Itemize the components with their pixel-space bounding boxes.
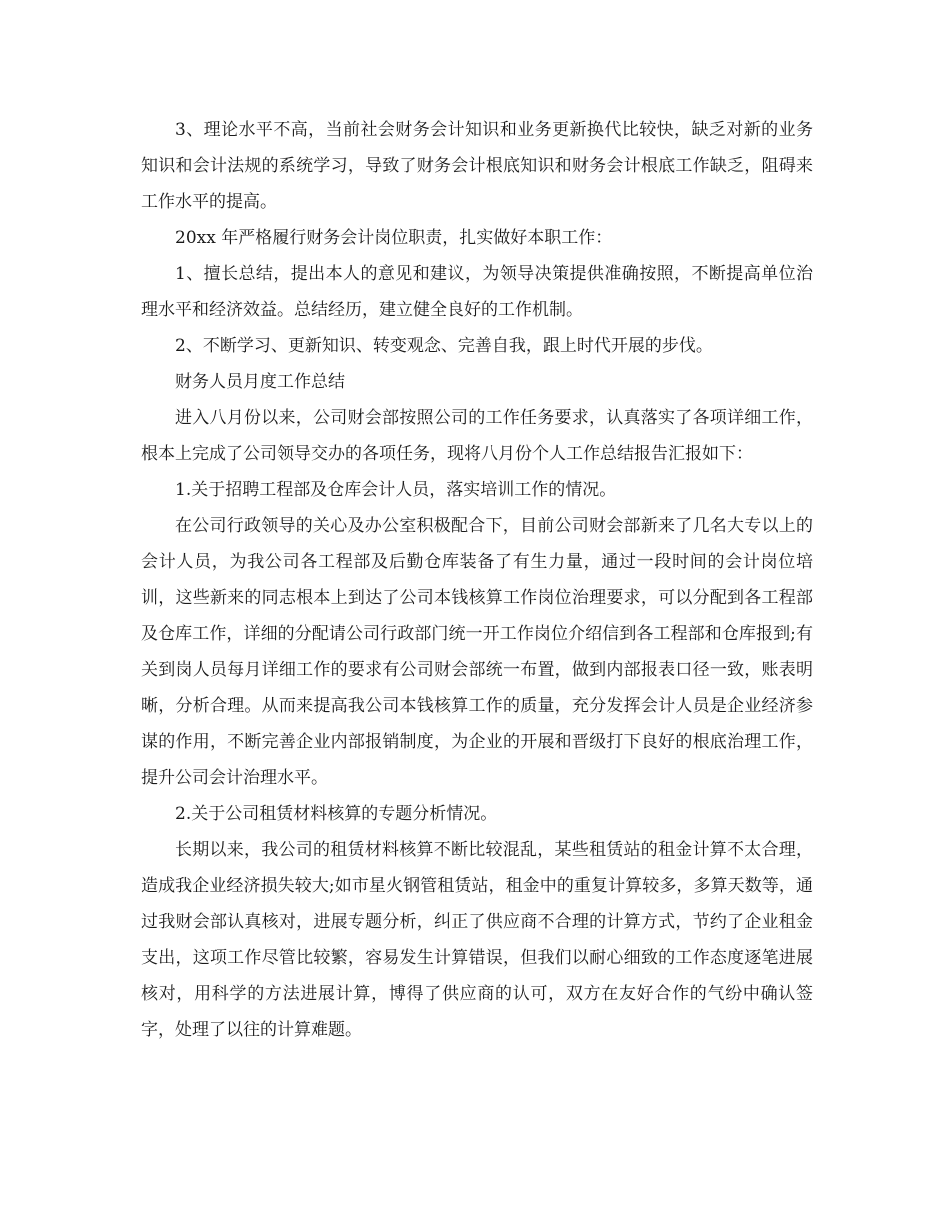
paragraph-leasing-details: 长期以来，我公司的租赁材料核算不断比较混乱，某些租赁站的租金计算不太合理，造成我企业经济损失较大;如市星火钢管租赁站，租金中的重复计算较多，多算天数等，通过我财会部认真核对，进展专题分析，纠正了供应商不合理的计算方式，节约了企业租金支出，这项工作尽管比较繁，容易发生计算错误，但我们以耐心细致的工作态度逐笔进展核对，用科学的方法进展计算，博得了供应商的认可，双方在友好合作的气纷中确认签字，处理了以往的计算难题。 — [141, 840, 813, 1040]
paragraph-keep-learning: 2、不断学习、更新知识、转变观念、完善自我，跟上时代开展的步伐。 — [175, 336, 713, 356]
paragraph-recruitment-details: 在公司行政领导的关心及办公室积极配合下，目前公司财会部新来了几名大专以上的会计人员，为我公司各工程部及后勤仓库装备了有生力量，通过一段时间的会计岗位培训，这些新来的同志根本上到达了公司本钱核算工作岗位治理要求，可以分配到各工程部及仓库工作，详细的分配请公司行政部门统一开工作岗位介绍信到各工程部和仓库报到;有关到岗人员每月详细工作的要求有公司财会部统一布置，做到内部报表口径一致，账表明晰，分析合理。从而来提高我公司本钱核算工作的质量，充分发挥会计人员是企业经济参谋的作用，不断完善企业内部报销制度，为企业的开展和晋级打下良好的根底治理工作，提升公司会计治理水平。 — [141, 516, 813, 788]
section-heading-monthly-summary: 财务人员月度工作总结 — [175, 372, 345, 392]
item-heading-leasing: 2.关于公司租赁材料核算的专题分析情况。 — [175, 804, 498, 824]
paragraph-summarize: 1、擅长总结，提出本人的意见和建议，为领导决策提供准确按照，不断提高单位治理水平和经济效益。总结经历，建立健全良好的工作机制。 — [141, 264, 813, 320]
document-page — [141, 112, 813, 1048]
paragraph-theory-level: 3、理论水平不高，当前社会财务会计知识和业务更新换代比较快，缺乏对新的业务知识和会计法规的系统学习，导致了财务会计根底知识和财务会计根底工作缺乏，阻碍来工作水平的提高。 — [141, 120, 813, 212]
paragraph-august-intro: 进入八月份以来，公司财会部按照公司的工作任务要求，认真落实了各项详细工作，根本上完成了公司领导交办的各项任务，现将八月份个人工作总结报告汇报如下： — [141, 408, 813, 464]
paragraph-annual-duties: 20xx 年严格履行财务会计岗位职责，扎实做好本职工作： — [175, 228, 613, 248]
item-heading-recruitment: 1.关于招聘工程部及仓库会计人员，落实培训工作的情况。 — [175, 480, 617, 500]
